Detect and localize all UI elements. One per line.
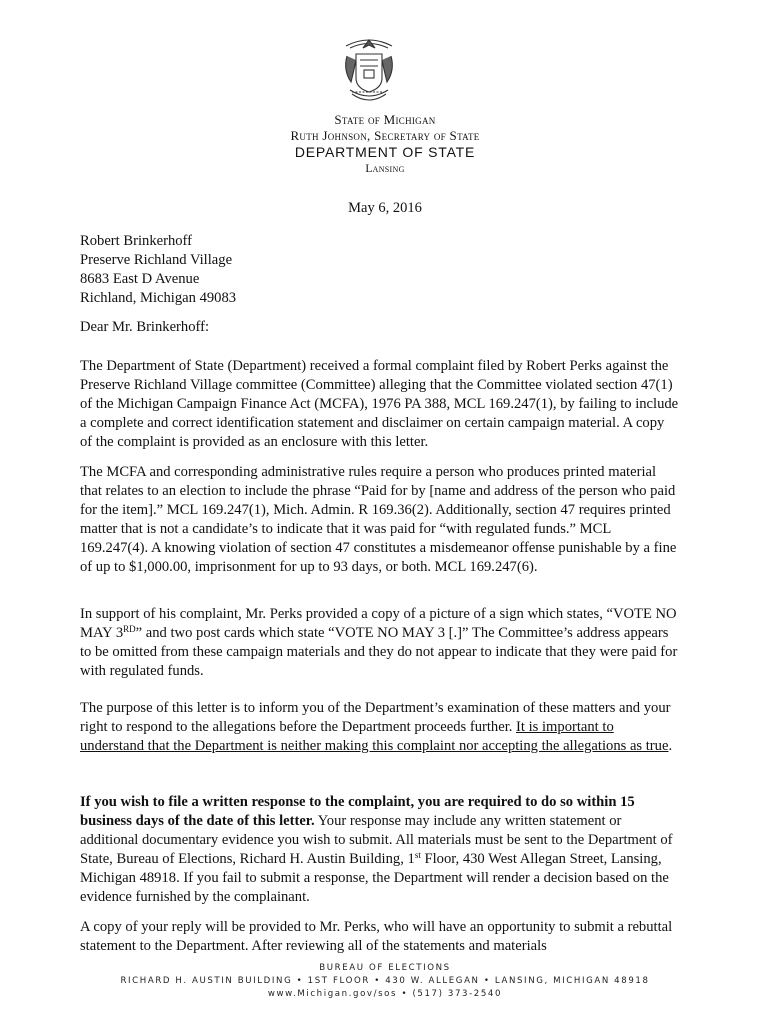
footer-bureau: BUREAU OF ELECTIONS: [319, 963, 451, 973]
paragraph-support: [80, 605, 680, 681]
p5-text-a: Your response may include any written statement or additional documentary evidence you wish to submit. All materials must be sent to the Department of State, Bureau of Elections, Richard H. Austin Building, 1: [80, 813, 673, 867]
paragraph-mcfa-rules: The MCFA and corresponding administrative rules require a person who produces printed material that relates to an election to include the phrase “Paid for by [name and address of the person who paid for the item].” MCL 169.247(1), Mich. Admin. R 169.36(2). Additionally, section 47 requires printed matter that is not a candidate’s to indicate that it was paid for “with regulated funds.” MCL 169.247(4). A knowing violation of section 47 constitutes a misdemeanor offense punishable by a fine of up to $1,000.00, imprisonment for up to 93 days, or both. MCL 169.247(6).: [80, 464, 677, 575]
letter-date: May 6, 2016: [348, 200, 422, 216]
p5-text-b: Floor, 430 West Allegan Street, Lansing, Michigan 48918. If you fail to submit a response, the Department will render a decision based on the evidence furnished by the complainant.: [80, 851, 669, 905]
recipient-name: Robert Brinkerhoff: [80, 233, 192, 249]
letterhead-state: State of Michigan: [334, 112, 436, 127]
p3-text-b: ” and two post cards which state “VOTE NO MAY 3 [.]” The Committee’s address appears to be omitted from these campaign materials and they do not appear to indicate that they were paid for with regulated funds.: [80, 625, 678, 679]
footer-contact: www.Michigan.gov/sos • (517) 373-2540: [267, 989, 503, 999]
salutation: Dear Mr. Brinkerhoff:: [80, 319, 210, 335]
paragraph-reply: A copy of your reply will be provided to Mr. Perks, who will have an opportunity to submit a rebuttal statement to the Department. After reviewing all of the statements and materials: [80, 919, 673, 954]
letterhead-department: DEPARTMENT OF STATE: [294, 144, 476, 160]
recipient-city: Richland, Michigan 49083: [80, 290, 237, 306]
recipient-address: [80, 232, 680, 308]
p4-underlined-notice: It is important to understand that the Department is neither making this complaint nor accepting the allegations as true: [80, 719, 669, 754]
letterhead-city: Lansing: [365, 163, 405, 175]
recipient-org: Preserve Richland Village: [80, 252, 233, 268]
p5-superscript: st: [414, 850, 421, 860]
michigan-state-seal-icon: [338, 34, 400, 106]
letterhead-official: Ruth Johnson, Secretary of State: [290, 128, 480, 143]
p4-text-a: The purpose of this letter is to inform you of the Department’s examination of these matters and your right to respond to the allegations before the Department proceeds further.: [80, 700, 671, 735]
paragraph-complaint: The Department of State (Department) received a formal complaint filed by Robert Perks against the Preserve Richland Village committee (Committee) alleging that the Committee violated section 47(1) of the Michigan Campaign Finance Act (MCFA), 1976 PA 388, MCL 169.247(1), by failing to include a complete and correct identification statement and disclaimer on certain campaign material. A copy of the complaint is provided as an enclosure with this letter.: [80, 358, 679, 450]
p3-text-a: In support of his complaint, Mr. Perks provided a copy of a picture of a sign which states, “VOTE NO MAY 3: [80, 606, 677, 641]
recipient-street: 8683 East D Avenue: [80, 271, 200, 287]
p3-superscript: RD: [123, 624, 136, 634]
paragraph-response: [80, 793, 680, 907]
p5-bold-deadline: If you wish to file a written response to the complaint, you are required to do so within 15 business days of the date of this letter.: [80, 794, 635, 829]
footer-address: RICHARD H. AUSTIN BUILDING • 1ST FLOOR • 430 W. ALLEGAN • LANSING, MICHIGAN 48918: [120, 976, 650, 986]
p4-end: .: [668, 738, 673, 754]
paragraph-purpose: [80, 699, 680, 756]
